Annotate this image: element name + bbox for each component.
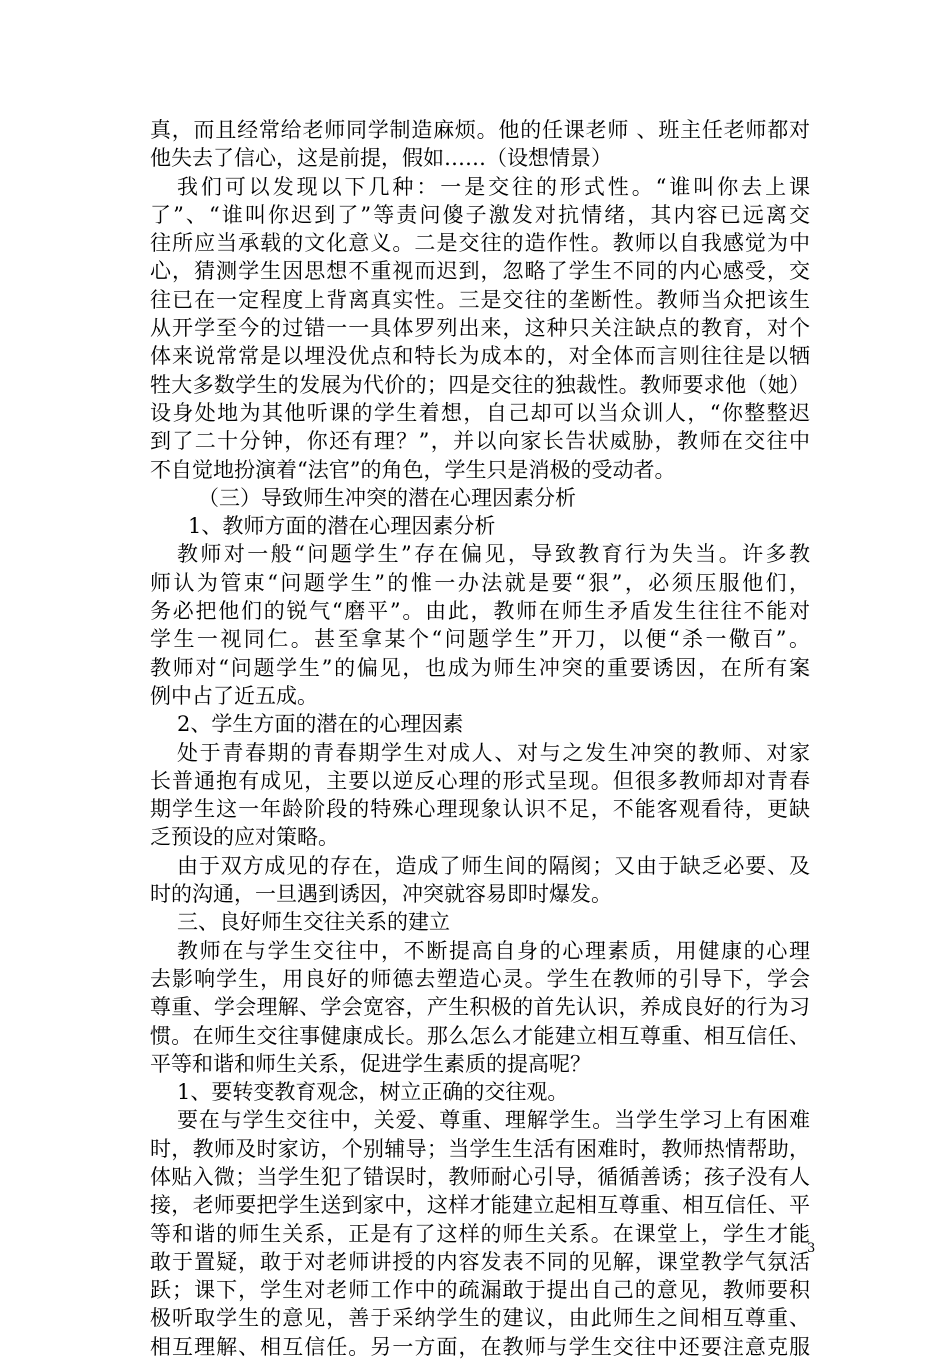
subsection-heading: 2、学生方面的潜在的心理因素 [177, 712, 464, 737]
text-line: 务必把他们的锐气“磨平”。由此，教师在师生矛盾发生往往不能对 [150, 599, 810, 624]
text-line: 乏预设的应对策略。 [150, 825, 339, 850]
subsection-heading: 1、教师方面的潜在心理因素分析 [188, 514, 496, 539]
text-line: 心，猜测学生因思想不重视而迟到，忽略了学生不同的内心感受，交 [150, 259, 810, 284]
section-heading: 三、良好师生交往关系的建立 [177, 910, 450, 935]
text-line: 例中占了近五成。 [150, 683, 318, 708]
text-line: 时，教师及时家访，个别辅导；当学生生活有困难时，教师热情帮助， [150, 1136, 810, 1161]
text-line: 要在与学生交往中，关爱、尊重、理解学生。当学生学习上有困难 [177, 1108, 810, 1133]
text-line: 到了二十分钟，你还有理？”，并以向家长告状威胁，教师在交往中 [150, 429, 810, 454]
text-line: 由于双方成见的存在，造成了师生间的隔阂；又由于缺乏必要、及 [177, 853, 810, 878]
text-line: 牲大多数学生的发展为代价的；四是交往的独裁性。教师要求他（她） [150, 372, 810, 397]
text-line: 往已在一定程度上背离真实性。三是交往的垄断性。教师当众把该生 [150, 287, 810, 312]
text-line: 体贴入微；当学生犯了错误时，教师耐心引导，循循善诱；孩子没有人 [150, 1164, 810, 1189]
text-line: 教师对一般“问题学生”存在偏见，导致教育行为失当。许多教 [177, 542, 810, 567]
text-line: 了”、“谁叫你迟到了”等责问傻子激发对抗情绪，其内容已远离交 [150, 202, 810, 227]
text-line: 等和谐的师生关系，正是有了这样的师生关系。在课堂上，学生才能 [150, 1221, 810, 1246]
text-line: 敢于置疑，敢于对老师讲授的内容发表不同的见解，课堂教学气氛活 [150, 1249, 810, 1274]
text-line: 接，老师要把学生送到家中，这样才能建立起相互尊重、相互信任、平 [150, 1193, 810, 1218]
text-line: 设身处地为其他听课的学生着想，自己却可以当众训人，“你整整迟 [150, 400, 810, 425]
text-line: 从开学至今的过错一一具体罗列出来，这种只关注缺点的教育，对个 [150, 316, 810, 341]
text-line: 去影响学生，用良好的师德去塑造心灵。学生在教师的引导下，学会 [150, 966, 810, 991]
text-line: 师认为管束“问题学生”的惟一办法就是要“狠”，必须压服他们， [150, 570, 810, 595]
text-line: 往所应当承载的文化意义。二是交往的造作性。教师以自我感觉为中 [150, 231, 810, 256]
text-line: 相互理解、相互信任。另一方面，在教师与学生交往中还要注意克服 [150, 1334, 810, 1359]
text-line: 尊重、学会理解、学会宽容，产生积极的首先认识，养成良好的行为习 [150, 995, 810, 1020]
text-line: 时的沟通，一旦遇到诱因，冲突就容易即时爆发。 [150, 882, 612, 907]
subsection-heading: 1、要转变教育观念，树立正确的交往观。 [177, 1080, 569, 1105]
text-line: 平等和谐和师生关系，促进学生素质的提高呢？ [150, 1051, 591, 1076]
text-line: 期学生这一年龄阶段的特殊心理现象认识不足，不能客观看待，更缺 [150, 797, 810, 822]
text-line: 我们可以发现以下几种：一是交往的形式性。“谁叫你去上课 [177, 174, 810, 199]
text-line: 学生一视同仁。甚至拿某个“问题学生”开刀，以便“杀一儆百”。 [150, 627, 810, 652]
text-line: 跃；课下，学生对老师工作中的疏漏敢于提出自己的意见，教师要积 [150, 1278, 810, 1303]
section-heading: （三）导致师生冲突的潜在心理因素分析 [198, 485, 576, 510]
text-line: 长普通抱有成见，主要以逆反心理的形式呈现。但很多教师却对青春 [150, 768, 810, 793]
text-line: 极听取学生的意见，善于采纳学生的建议，由此师生之间相互尊重、 [150, 1306, 810, 1331]
text-line: 惯。在师生交往事健康成长。那么怎么才能建立相互尊重、相互信任、 [150, 1023, 810, 1048]
page-number: 3 [807, 1241, 816, 1256]
text-line: 体来说常常是以埋没优点和特长为成本的，对全体而言则往往是以牺 [150, 344, 810, 369]
text-line: 处于青春期的青春期学生对成人、对与之发生冲突的教师、对家 [177, 740, 810, 765]
text-line: 不自觉地扮演着“法官”的角色，学生只是消极的受动者。 [150, 457, 676, 482]
text-line: 真，而且经常给老师同学制造麻烦。他的任课老师 、班主任老师都对 [150, 118, 810, 142]
text-line: 教师对“问题学生”的偏见，也成为师生冲突的重要诱因，在所有案 [150, 655, 810, 680]
text-line: 教师在与学生交往中，不断提高自身的心理素质，用健康的心理 [177, 938, 810, 963]
document-body [150, 116, 810, 1361]
text-line: 他失去了信心，这是前提，假如……（设想情景） [150, 146, 612, 171]
